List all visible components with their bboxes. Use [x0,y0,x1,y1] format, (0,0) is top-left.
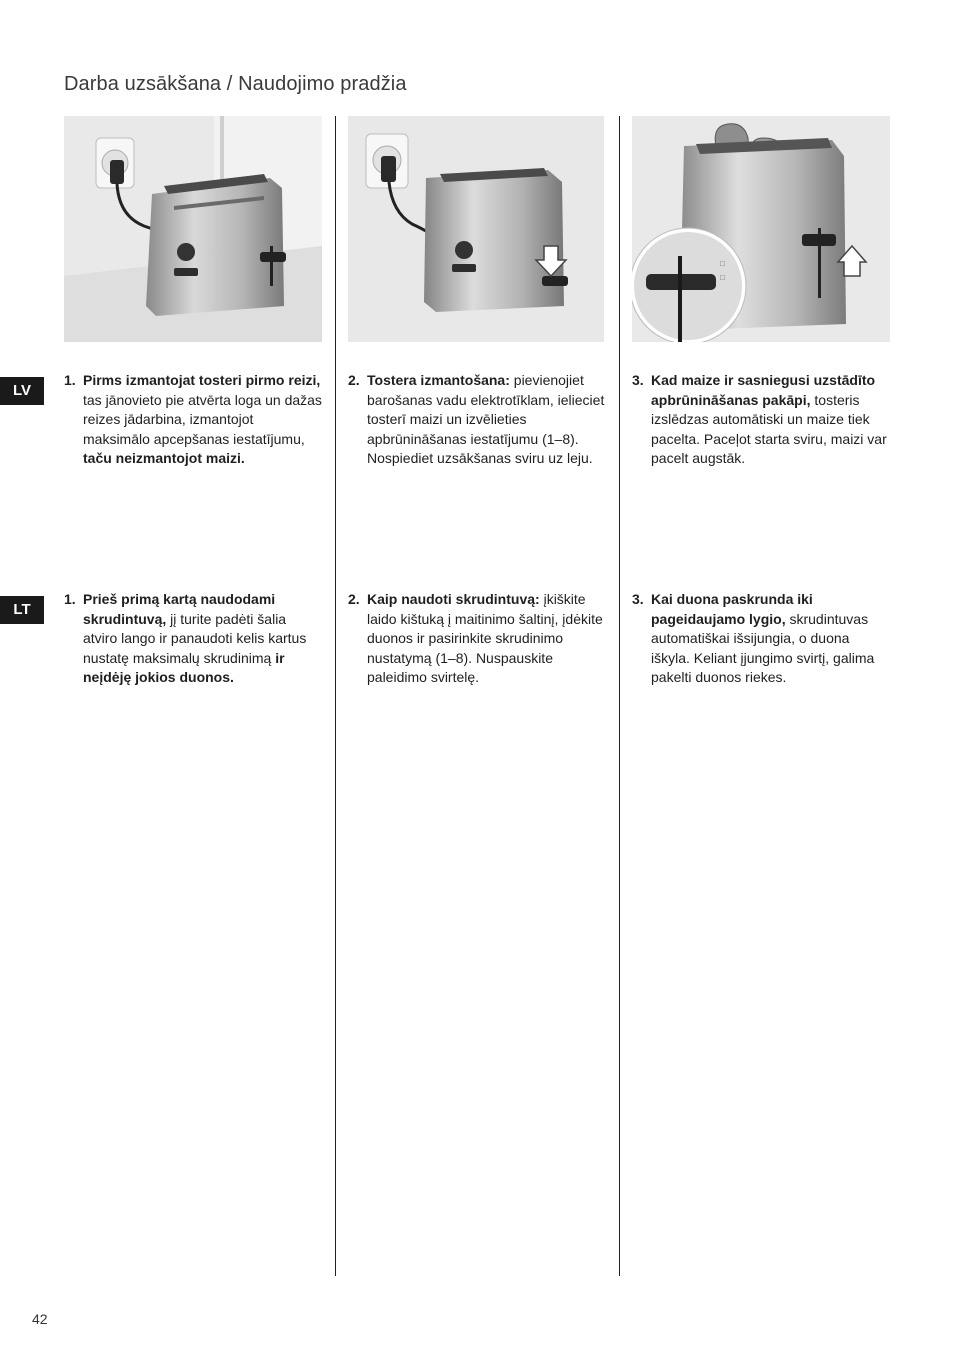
language-tab-lt: LT [0,596,44,624]
step-number: 3. [632,591,644,607]
step-number: 2. [348,591,360,607]
page-title: Darba uzsākšana / Naudojimo pradžia [64,73,407,95]
step-bold-text: ir neįdėję jokios duonos. [83,649,285,685]
step-bold-text: Tostera izmantošana: [367,372,510,388]
language-tab-lv: LV [0,377,44,405]
step-number: 3. [632,372,644,388]
step-lt-3 [632,590,888,688]
step-bold-text: Kad maize ir sasniegusi uzstādīto apbrūnināšanas pakāpi, [651,372,876,408]
step-bold-text: Prieš primą kartą naudodami skrudintuvą, [83,591,276,627]
step-number: 2. [348,372,360,388]
step-lv-2 [348,371,606,469]
svg-text:□: □ [720,273,725,282]
step-text: pievienojiet barošanas vadu elektrotīklam, ielieciet tosterī maizi un izvēlieties apbrūnināšanas iestatījumu (1–8). Nospiediet uzsākšanas sviru uz leju. [367,372,605,466]
step-text: įkiškite laido kištuką į maitinimo šaltinį, įdėkite duonos ir pasirinkite skrudinimo nustatymą (1–8). Nuspauskite paleidimo svirtelę. [367,591,603,685]
step-bold-text: Kaip naudoti skrudintuvą: [367,591,540,607]
step-bold-text: taču neizmantojot maizi. [83,450,245,466]
step-number: 1. [64,372,76,388]
column-divider [619,116,620,1276]
svg-text:□: □ [720,259,725,268]
illustration-toaster-by-window [64,116,322,342]
step-lt-1 [64,590,320,688]
step-lv-3 [632,371,890,469]
page-number: 42 [32,1311,48,1327]
step-lv-1 [64,371,322,469]
step-text: skrudintuvas automatiškai išsijungia, o duona iškyla. Keliant įjungimo svirtį, galima pakelti duonos riekes. [651,610,875,685]
column-divider [335,116,336,1276]
illustration-toast-popped-up [632,116,890,342]
step-bold-text: Pirms izmantojat tosteri pirmo reizi, [83,372,321,388]
illustration-toaster-lever-down [348,116,604,342]
step-text: tosteris izslēdzas automātiski un maize tiek pacelta. Paceļot starta sviru, maizi var pacelt augstāk. [651,391,887,466]
step-text: jį turite padėti šalia atviro lango ir panaudoti kelis kartus nustatę maksimalų skrudinimą [83,610,307,666]
step-lt-2 [348,590,604,688]
step-text: tas jānovieto pie atvērta loga un dažas reizes jādarbina, izmantojot maksimālo apcepšanas iestatījumu, [83,391,322,447]
step-bold-text: Kai duona paskrunda iki pageidaujamo lygio, [651,591,813,627]
step-number: 1. [64,591,76,607]
